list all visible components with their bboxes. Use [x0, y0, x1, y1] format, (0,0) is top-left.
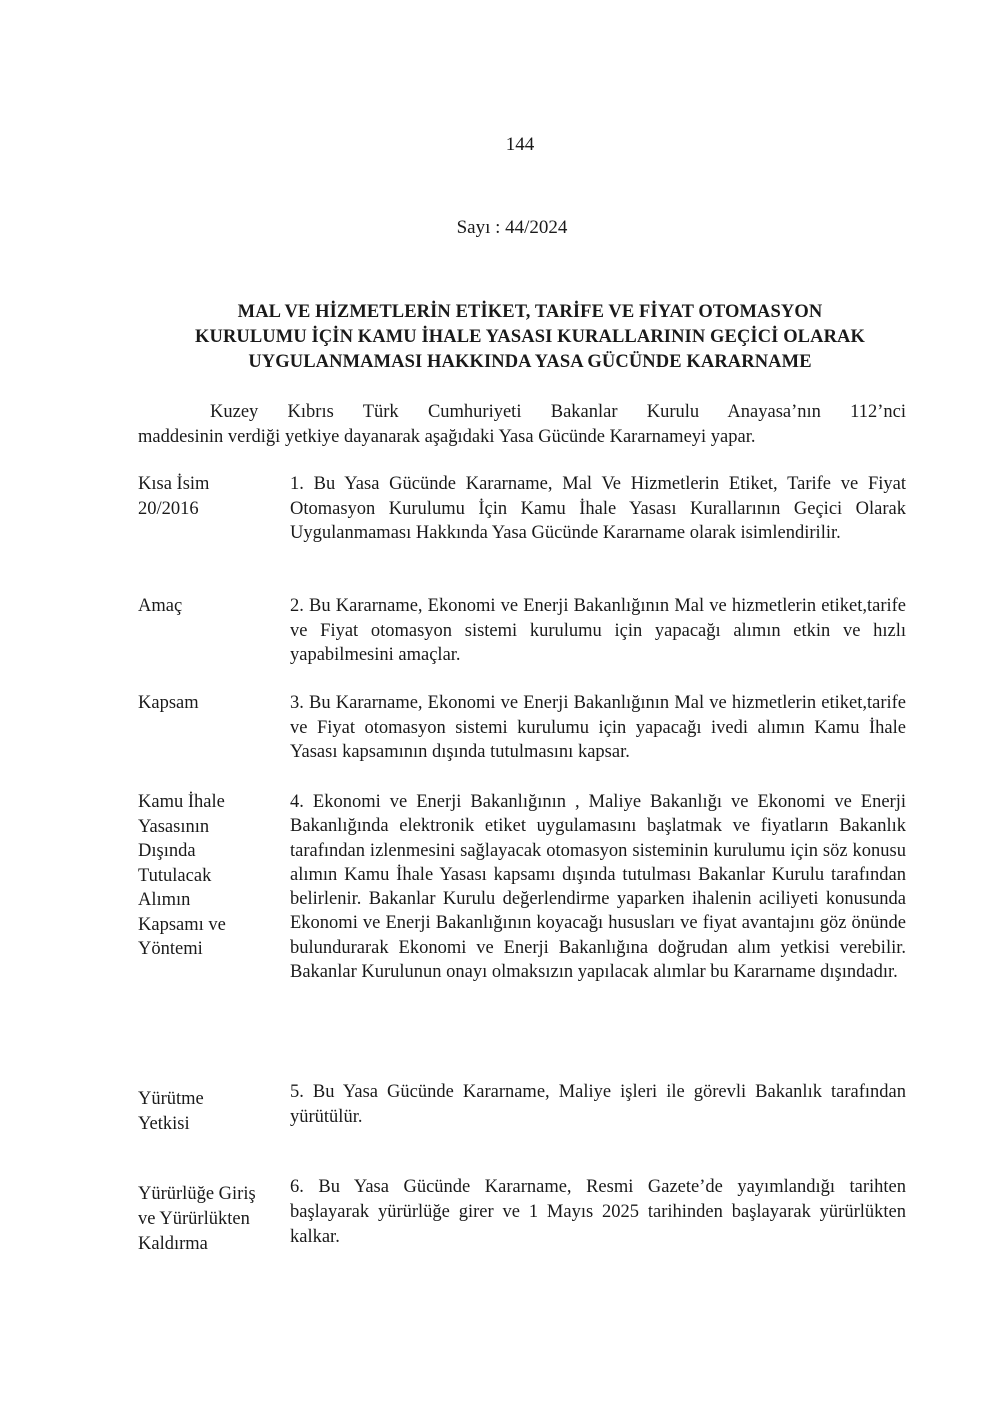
section-label-line: Yürürlüğe Giriş — [138, 1184, 256, 1204]
section-label — [138, 790, 278, 962]
page-number: 144 — [505, 134, 535, 155]
section-label-line: Alımın — [138, 890, 191, 910]
section-label-line: Yürütme — [138, 1089, 204, 1109]
section-label-line: Yetkisi — [138, 1114, 190, 1134]
preamble-line-1: Kuzey Kıbrıs Türk Cumhuriyeti Bakanlar Kurulu Anayasa’nın 112’nci — [210, 402, 906, 422]
section-label — [138, 1182, 278, 1257]
title-line-2: KURULUMU İÇİN KAMU İHALE YASASI KURALLARININ GEÇİCİ OLARAK — [195, 327, 865, 347]
section-label-line: 20/2016 — [138, 498, 199, 519]
section-label-line: Tutulacak — [138, 865, 212, 886]
section-text: 1. Bu Yasa Gücünde Kararname, Mal Ve Hizmetlerin Etiket, Tarife ve Fiyat Otomasyon Kurulumu İçin Kamu İhale Yasası Kurallarının Geçici Olarak Uygulanmaması Hakkında Yasa Gücünde Kararname olarak isimlendirilir. — [290, 474, 906, 543]
preamble-line-2: maddesinin verdiği yetkiye dayanarak aşağıdaki Yasa Gücünde Kararnameyi yapar. — [138, 427, 756, 447]
section-label — [138, 1087, 278, 1137]
section-label — [138, 472, 278, 521]
section-label-line: Yöntemi — [138, 939, 203, 959]
section-label-line: Dışında — [138, 841, 196, 861]
section-label-line: Yasasının — [138, 816, 210, 837]
preamble — [138, 400, 906, 450]
section-label-line: Kaldırma — [138, 1234, 208, 1254]
section-label-line: Kapsamı ve — [138, 914, 226, 935]
section-label-line: Amaç — [138, 596, 183, 616]
section-label — [138, 594, 278, 619]
section-text: 2. Bu Kararname, Ekonomi ve Enerji Bakanlığının Mal ve hizmetlerin etiket,tarife ve Fiyat otomasyon sistemi kurulumu için yapacağı alımın etkin ve hızlı yapabilmesini amaçlar. — [290, 596, 906, 665]
section-label — [138, 691, 278, 716]
issue-number: Sayı : 44/2024 — [456, 217, 568, 238]
section-text: 5. Bu Yasa Gücünde Kararname, Maliye işleri ile görevli Bakanlık tarafından yürütülür. — [290, 1082, 906, 1127]
section-label-line: Kamu İhale — [138, 792, 225, 812]
section-text: 6. Bu Yasa Gücünde Kararname, Resmi Gazete’de yayımlandığı tarihten başlayarak yürürlüğe girer ve 1 Mayıs 2025 tarihinden başlayarak yürürlükten kalkar. — [290, 1177, 906, 1247]
title-line-3: UYGULANMAMASI HAKKINDA YASA GÜCÜNDE KARARNAME — [248, 352, 812, 372]
section-label-line: ve Yürürlükten — [138, 1209, 250, 1229]
section-label-line: Kapsam — [138, 693, 199, 713]
section-text: 4. Ekonomi ve Enerji Bakanlığının , Maliye Bakanlığı ve Ekonomi ve Enerji Bakanlığında elektronik etiket uygulamasını başlatmak ve fiyatların Bakanlık tarafından izlenmesini sağlayacak otomasyon sisteminin kurulumu için söz konusu alımın Kamu İhale Yasası kapsamı dışında tutulması Bakanlar Kurulu tarafından belirlenir. Bakanlar Kurulu değerlendirme yaparken ihalenin aciliyeti konusunda Ekonomi ve Enerji Bakanlığının koyacağı hususları ve fiyat avantajını göz önünde bulundurarak Ekonomi ve Enerji Bakanlığına doğrudan alım yetkisi verebilir. Bakanlar Kurulunun onayı olmaksızın yapılacak alımlar bu Kararname dışındadır. — [290, 792, 906, 983]
section-label-line: Kısa İsim — [138, 474, 210, 494]
title-line-1: MAL VE HİZMETLERİN ETİKET, TARİFE VE FİYAT OTOMASYON — [237, 302, 823, 322]
document-title — [130, 300, 930, 375]
section-text: 3. Bu Kararname, Ekonomi ve Enerji Bakanlığının Mal ve hizmetlerin etiket,tarife ve Fiyat otomasyon sistemi kurulumu için yapacağı ivedi alımın Kamu İhale Yasası kapsamının dışında tutulmasını kapsar. — [290, 693, 906, 762]
